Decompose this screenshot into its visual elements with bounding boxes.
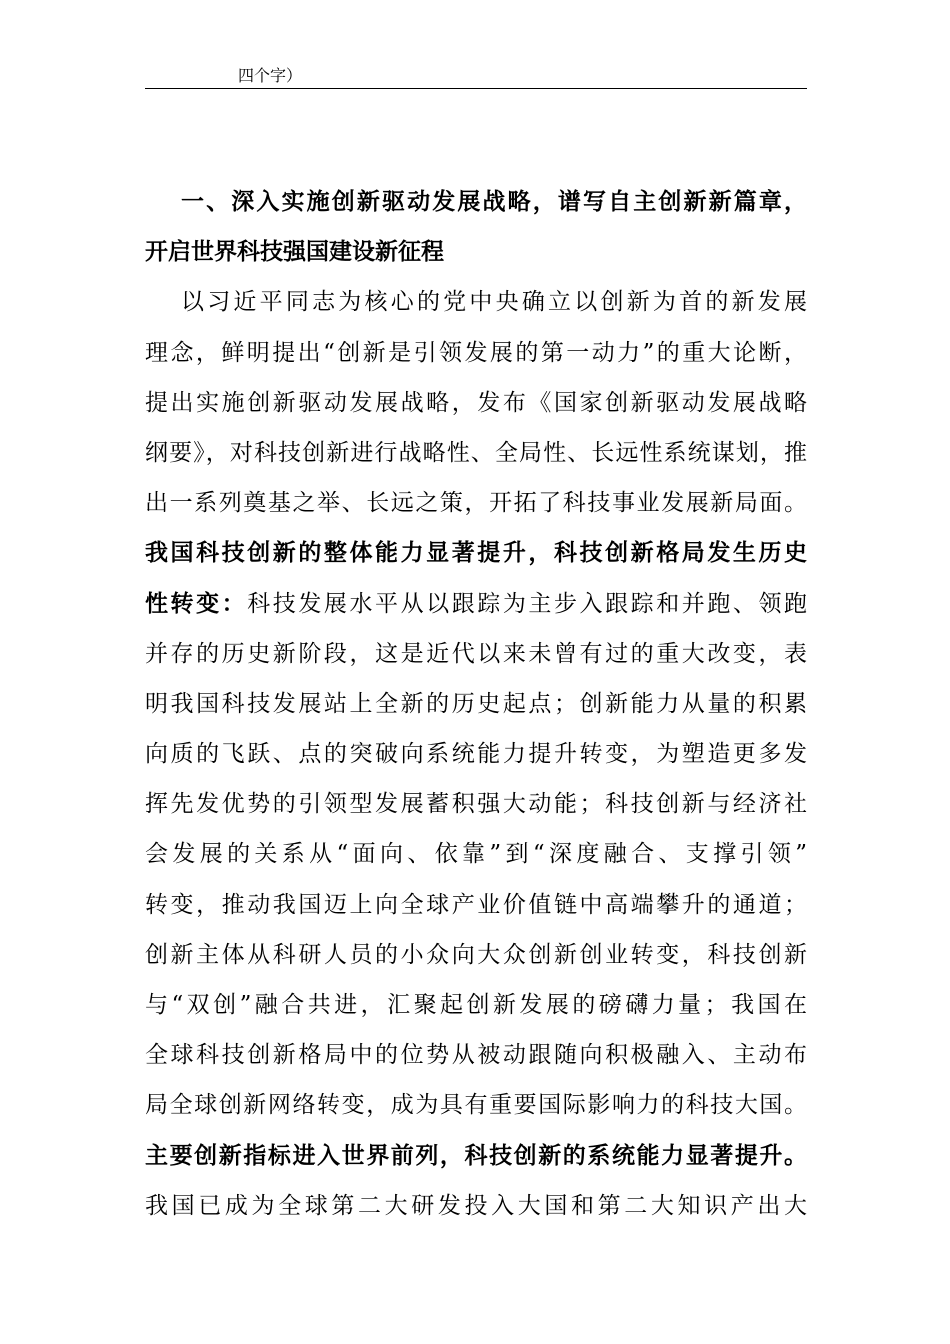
text-line: 并存的历史新阶段，这是近代以来未曾有过的重大改变，表 [145,640,807,667]
text-line: 开启世界科技强国建设新征程 [145,238,444,266]
text-line: 我国科技创新的整体能力显著提升，科技创新格局发生历史 [145,539,807,567]
text-line: 出一系列奠基之举、长远之策，开拓了科技事业发展新局面。 [145,490,807,517]
text-line: 理念，鲜明提出“创新是引领发展的第一动力”的重大论断， [145,339,807,366]
page-header-text: 四个字） [238,66,303,85]
text-line: 一、深入实施创新驱动发展战略，谱写自主创新新篇章， [181,188,807,215]
text-line [145,579,807,629]
document-body [145,177,807,1231]
text-line: 明我国科技发展站上全新的历史起点；创新能力从量的积累 [145,690,807,717]
text-line: 挥先发优势的引领型发展蓄积强大动能；科技创新与经济社 [145,791,807,818]
header-divider [145,88,807,89]
text-line: 提出实施创新驱动发展战略，发布《国家创新驱动发展战略 [145,389,807,416]
text-line: 主要创新指标进入世界前列，科技创新的系统能力显著提升。 [145,1141,807,1169]
text-line: 我国已成为全球第二大研发投入大国和第二大知识产出大 [145,1192,807,1219]
text-line: 会发展的关系从“面向、依靠”到“深度融合、支撑引领” [145,841,807,868]
text-line: 纲要》，对科技创新进行战略性、全局性、长远性系统谋划，推 [145,439,807,466]
text-line: 向质的飞跃、点的突破向系统能力提升转变，为塑造更多发 [145,741,807,768]
text-segment: 科技发展水平从以跟踪为主步入跟踪和并跑、领跑 [247,590,808,617]
text-line: 以习近平同志为核心的党中央确立以创新为首的新发展 [181,289,807,316]
text-line: 转变，推动我国迈上向全球产业价值链中高端攀升的通道； [145,891,807,918]
bold-text-segment: 性转变： [145,589,248,617]
text-line: 创新主体从科研人员的小众向大众创新创业转变，科技创新 [145,941,807,968]
text-line: 局全球创新网络转变，成为具有重要国际影响力的科技大国。 [145,1092,807,1119]
text-line: 全球科技创新格局中的位势从被动跟随向积极融入、主动布 [145,1042,807,1069]
text-line: 与“双创”融合共进，汇聚起创新发展的磅礴力量；我国在 [145,992,807,1018]
